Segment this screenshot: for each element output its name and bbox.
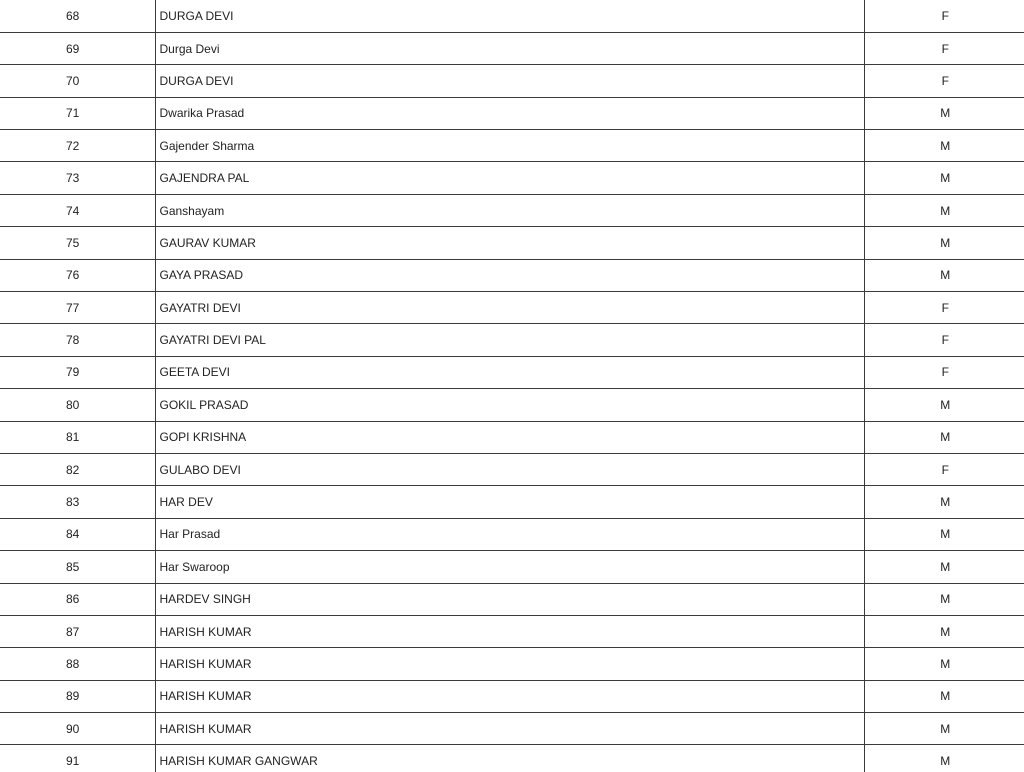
gender-cell: M: [864, 551, 1024, 583]
name-cell: Har Swaroop: [155, 551, 864, 583]
gender-cell: M: [864, 648, 1024, 680]
name-cell: DURGA DEVI: [155, 65, 864, 97]
name-cell: Dwarika Prasad: [155, 97, 864, 129]
name-cell: GOKIL PRASAD: [155, 389, 864, 421]
name-cell: Ganshayam: [155, 194, 864, 226]
name-cell: Har Prasad: [155, 518, 864, 550]
serial-number-cell: 68: [0, 0, 155, 32]
serial-number-cell: 69: [0, 32, 155, 64]
name-cell: GAYATRI DEVI: [155, 292, 864, 324]
table-row: [0, 194, 1024, 226]
name-cell: Gajender Sharma: [155, 130, 864, 162]
gender-cell: M: [864, 259, 1024, 291]
serial-number-cell: 72: [0, 130, 155, 162]
table-row: [0, 0, 1024, 32]
table-row: [0, 356, 1024, 388]
gender-cell: M: [864, 227, 1024, 259]
gender-cell: M: [864, 389, 1024, 421]
table-row: [0, 680, 1024, 712]
gender-cell: M: [864, 97, 1024, 129]
name-cell: HARISH KUMAR: [155, 713, 864, 745]
table-row: [0, 324, 1024, 356]
gender-cell: M: [864, 486, 1024, 518]
gender-cell: F: [864, 356, 1024, 388]
gender-cell: F: [864, 32, 1024, 64]
gender-cell: M: [864, 745, 1024, 772]
serial-number-cell: 85: [0, 551, 155, 583]
name-cell: HAR DEV: [155, 486, 864, 518]
gender-cell: M: [864, 680, 1024, 712]
table-row: [0, 32, 1024, 64]
gender-cell: M: [864, 583, 1024, 615]
table-row: [0, 745, 1024, 772]
serial-number-cell: 73: [0, 162, 155, 194]
name-cell: GAYATRI DEVI PAL: [155, 324, 864, 356]
table-row: [0, 453, 1024, 485]
serial-number-cell: 87: [0, 615, 155, 647]
serial-number-cell: 77: [0, 292, 155, 324]
serial-number-cell: 82: [0, 453, 155, 485]
serial-number-cell: 81: [0, 421, 155, 453]
gender-cell: M: [864, 518, 1024, 550]
serial-number-cell: 84: [0, 518, 155, 550]
name-cell: Durga Devi: [155, 32, 864, 64]
table-row: [0, 162, 1024, 194]
name-cell: HARISH KUMAR: [155, 680, 864, 712]
serial-number-cell: 75: [0, 227, 155, 259]
gender-cell: F: [864, 453, 1024, 485]
table-row: [0, 615, 1024, 647]
name-cell: HARISH KUMAR: [155, 615, 864, 647]
name-cell: DURGA DEVI: [155, 0, 864, 32]
serial-number-cell: 90: [0, 713, 155, 745]
gender-cell: F: [864, 324, 1024, 356]
gender-cell: M: [864, 713, 1024, 745]
table-row: [0, 648, 1024, 680]
table-row: [0, 97, 1024, 129]
name-cell: GAURAV KUMAR: [155, 227, 864, 259]
name-cell: GEETA DEVI: [155, 356, 864, 388]
table-row: [0, 130, 1024, 162]
serial-number-cell: 88: [0, 648, 155, 680]
serial-number-cell: 70: [0, 65, 155, 97]
gender-cell: F: [864, 65, 1024, 97]
serial-number-cell: 78: [0, 324, 155, 356]
table-row: [0, 583, 1024, 615]
name-cell: GOPI KRISHNA: [155, 421, 864, 453]
serial-number-cell: 76: [0, 259, 155, 291]
table-row: [0, 486, 1024, 518]
serial-number-cell: 91: [0, 745, 155, 772]
name-cell: HARDEV SINGH: [155, 583, 864, 615]
serial-number-cell: 86: [0, 583, 155, 615]
table-row: [0, 65, 1024, 97]
gender-cell: M: [864, 162, 1024, 194]
table-row: [0, 551, 1024, 583]
table-row: [0, 421, 1024, 453]
serial-number-cell: 79: [0, 356, 155, 388]
serial-number-cell: 71: [0, 97, 155, 129]
table-row: [0, 292, 1024, 324]
gender-cell: F: [864, 292, 1024, 324]
serial-number-cell: 74: [0, 194, 155, 226]
table-row: [0, 713, 1024, 745]
serial-number-cell: 89: [0, 680, 155, 712]
serial-number-cell: 83: [0, 486, 155, 518]
gender-cell: M: [864, 130, 1024, 162]
table-row: [0, 389, 1024, 421]
name-cell: GAYA PRASAD: [155, 259, 864, 291]
gender-cell: F: [864, 0, 1024, 32]
table-row: [0, 518, 1024, 550]
table-row: [0, 227, 1024, 259]
gender-cell: M: [864, 615, 1024, 647]
serial-number-cell: 80: [0, 389, 155, 421]
name-cell: GULABO DEVI: [155, 453, 864, 485]
name-cell: GAJENDRA PAL: [155, 162, 864, 194]
gender-cell: M: [864, 421, 1024, 453]
gender-cell: M: [864, 194, 1024, 226]
name-cell: HARISH KUMAR: [155, 648, 864, 680]
name-cell: HARISH KUMAR GANGWAR: [155, 745, 864, 772]
table-row: [0, 259, 1024, 291]
